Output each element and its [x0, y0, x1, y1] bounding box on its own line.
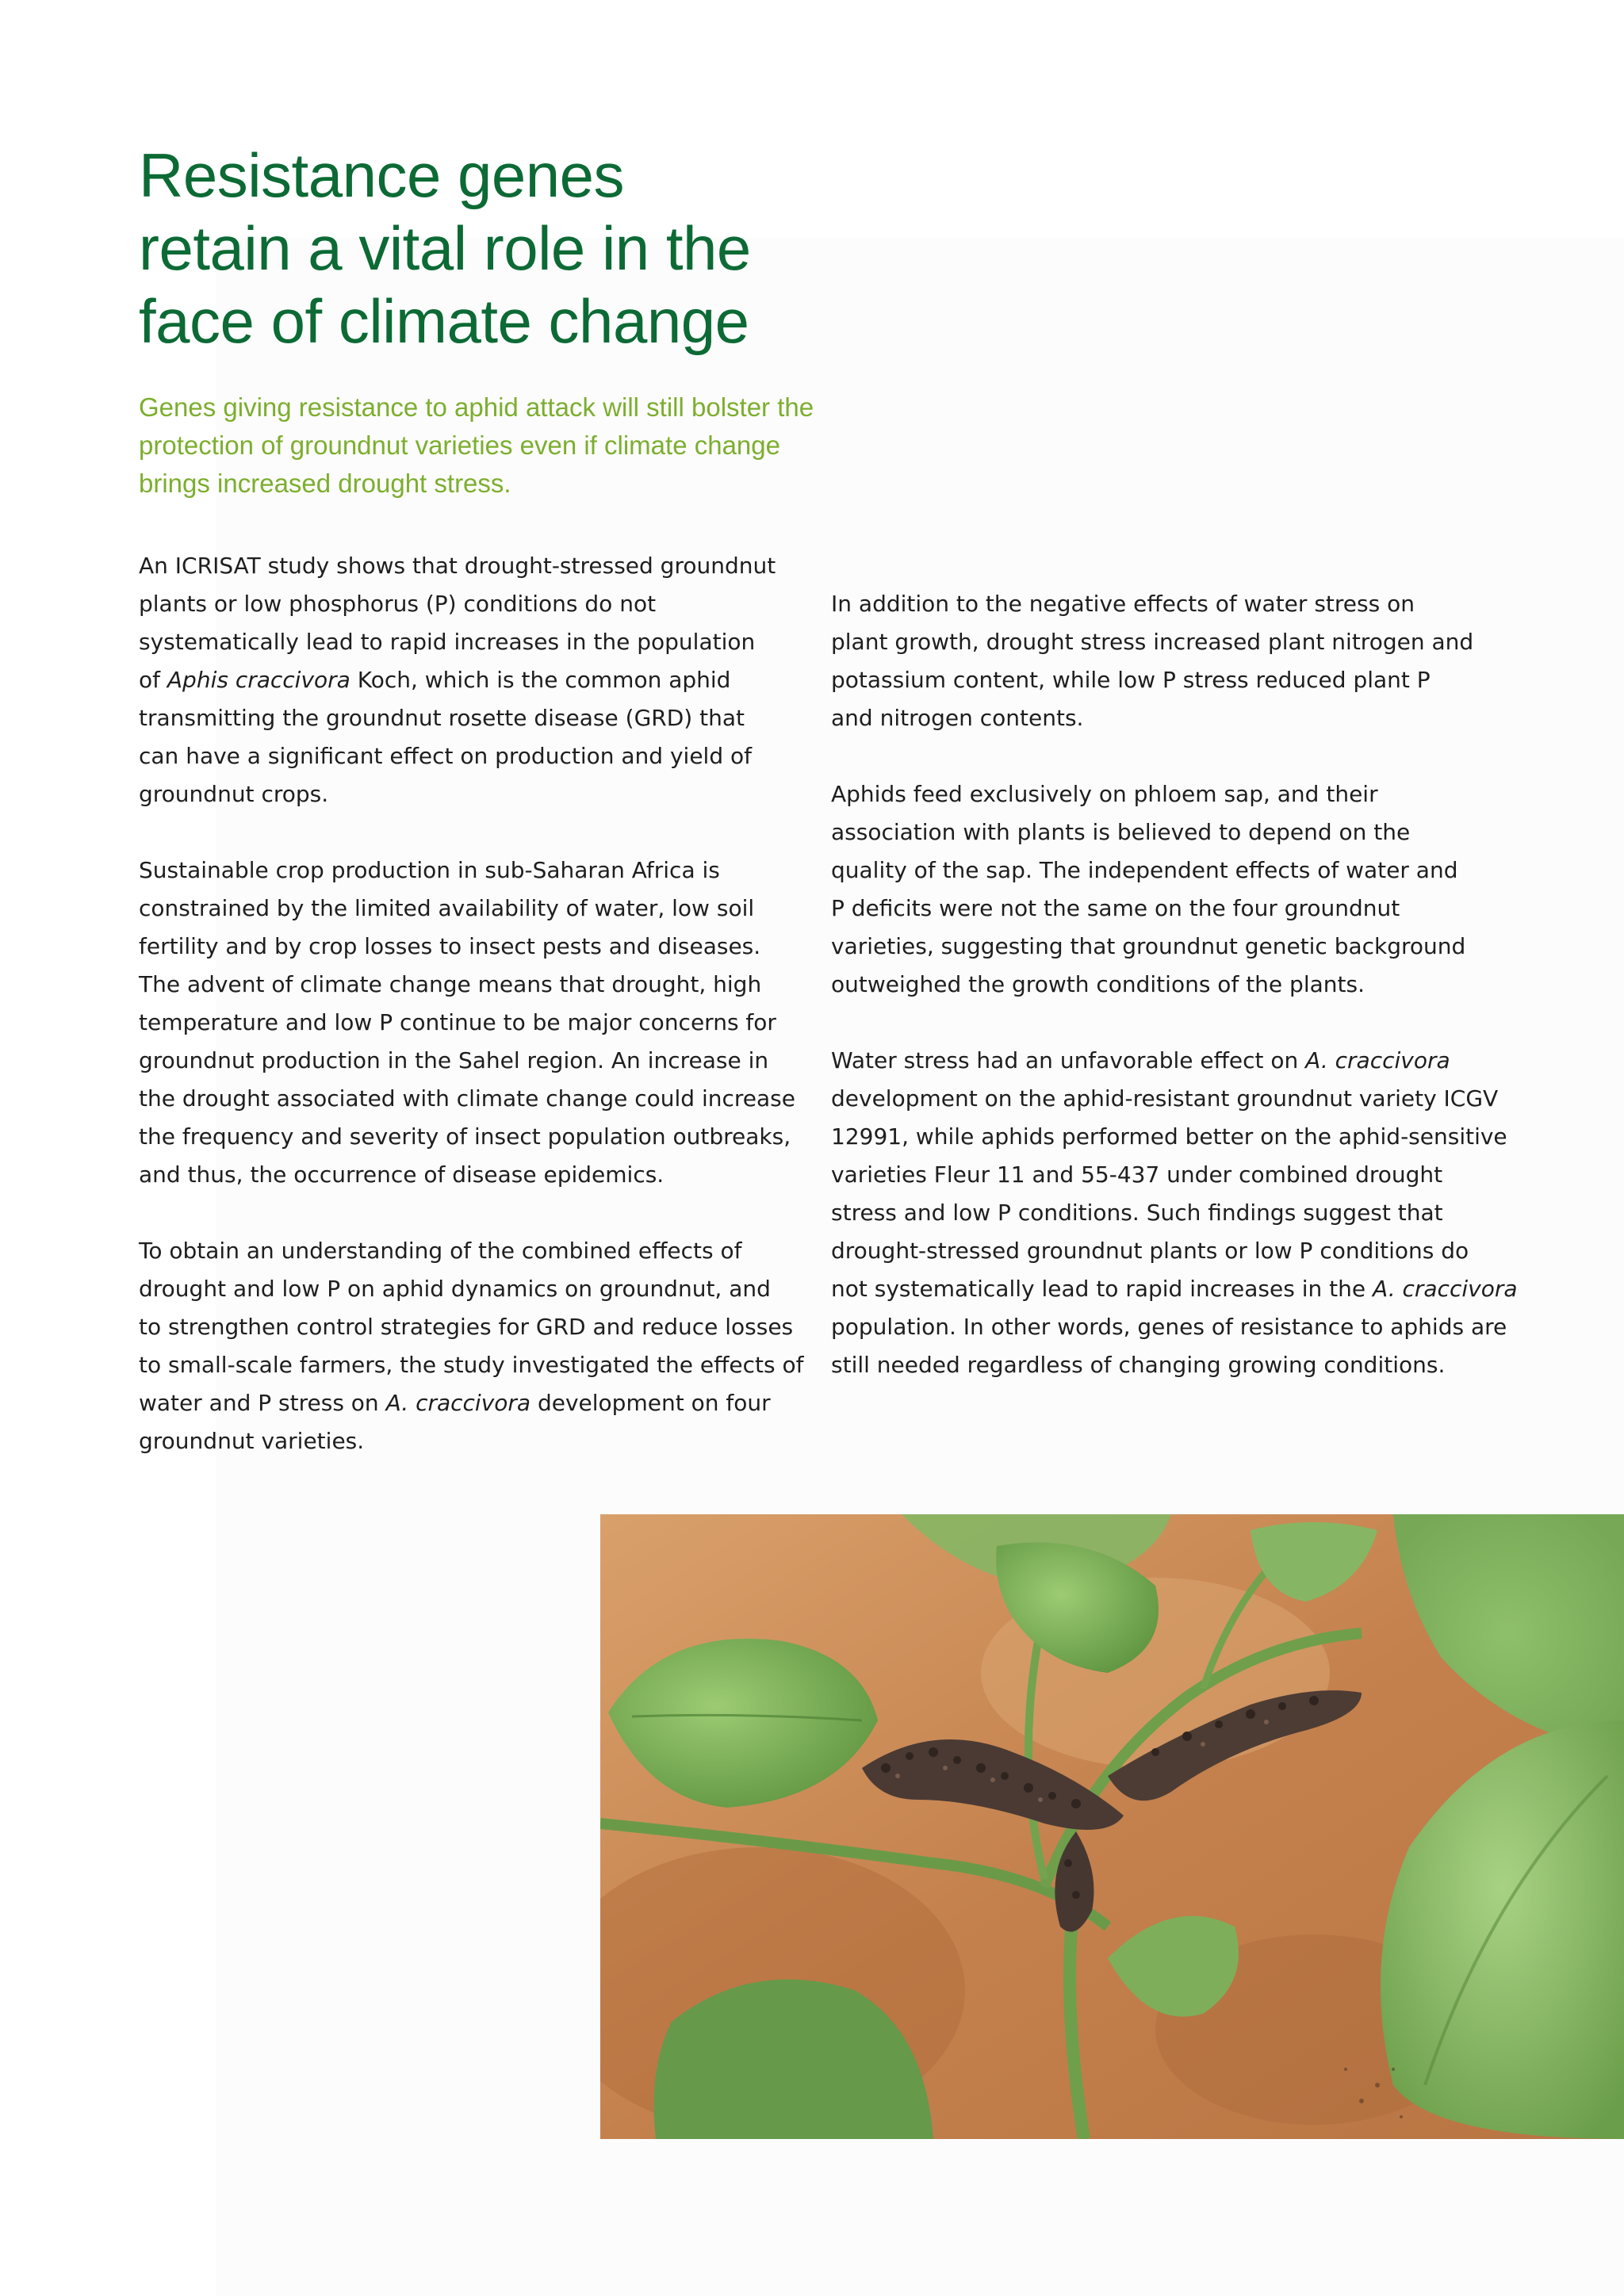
text-line: 12991, while aphids performed better on the aphid-sensitive	[831, 1123, 1507, 1150]
species-name: A. craccivora	[385, 1390, 531, 1416]
subheadline-line: protection of groundnut varieties even if climate change	[139, 430, 780, 460]
subheadline-line: brings increased drought stress.	[139, 469, 511, 498]
text-line	[139, 1384, 805, 1422]
text-line: plants or low phosphorus (P) conditions do not	[139, 591, 657, 617]
species-name: A. craccivora	[1373, 1276, 1518, 1302]
paragraph-study-objective	[139, 1232, 805, 1460]
text-line: plant growth, drought stress increased plant nitrogen and	[831, 629, 1474, 655]
species-name: Aphis craccivora	[167, 667, 350, 693]
text-line	[831, 1042, 1497, 1080]
paragraph-negative-effects	[831, 585, 1497, 737]
groundnut-aphid-photo	[600, 1514, 1624, 2139]
text-line: temperature and low P continue to be major concerns for	[139, 1009, 776, 1035]
text-line: and thus, the occurrence of disease epidemics.	[139, 1161, 665, 1188]
text-line: development on the aphid-resistant groundnut variety ICGV	[831, 1085, 1499, 1112]
text-line: to strengthen control strategies for GRD and reduce losses	[139, 1314, 794, 1340]
right-column	[831, 585, 1518, 1422]
text-line	[139, 661, 805, 699]
text-line: varieties Fleur 11 and 55-437 under combined drought	[831, 1161, 1443, 1188]
left-column	[139, 547, 805, 1498]
text-run: water and P stress on	[139, 1390, 386, 1416]
text-line: the drought associated with climate change could increase	[139, 1085, 795, 1112]
text-line: constrained by the limited availability of water, low soil	[139, 895, 755, 921]
text-line: quality of the sap. The independent effects of water and	[831, 857, 1458, 883]
text-line: fertility and by crop losses to insect pests and diseases.	[139, 933, 761, 959]
text-line: groundnut production in the Sahel region. An increase in	[139, 1047, 769, 1073]
text-line: To obtain an understanding of the combined effects of	[139, 1238, 742, 1264]
text-line: still needed regardless of changing growing conditions.	[831, 1352, 1446, 1378]
paragraph-study-summary	[139, 547, 805, 813]
headline-line: Resistance genes	[139, 140, 625, 210]
paragraph-phloem-sap	[831, 775, 1497, 1004]
text-line: can have a significant effect on production and yield of	[139, 743, 752, 769]
text-line: groundnut varieties.	[139, 1428, 365, 1454]
text-run: Water stress had an unfavorable effect on	[831, 1047, 1306, 1073]
headline-line: face of climate change	[139, 286, 749, 356]
text-line: transmitting the groundnut rosette disease (GRD) that	[139, 705, 745, 731]
text-line: to small-scale farmers, the study investigated the effects of	[139, 1352, 804, 1378]
text-line: systematically lead to rapid increases in the population	[139, 629, 756, 655]
photo-illustration	[600, 1514, 1624, 2139]
text-line: In addition to the negative effects of water stress on	[831, 591, 1415, 617]
text-line	[831, 1270, 1518, 1308]
headline-line: retain a vital role in the	[139, 213, 751, 283]
text-line: stress and low P conditions. Such findings suggest that	[831, 1200, 1443, 1226]
text-line: The advent of climate change means that drought, high	[139, 971, 762, 997]
text-line: drought-stressed groundnut plants or low P conditions do	[831, 1238, 1469, 1264]
text-line: population. In other words, genes of resistance to aphids are	[831, 1314, 1507, 1340]
text-line: varieties, suggesting that groundnut genetic background	[831, 933, 1466, 959]
text-line: An ICRISAT study shows that drought-stressed groundnut	[139, 553, 776, 579]
text-line: and nitrogen contents.	[831, 705, 1084, 731]
article-subheadline	[139, 388, 837, 503]
text-line: the frequency and severity of insect population outbreaks,	[139, 1123, 791, 1150]
text-line: P deficits were not the same on the four groundnut	[831, 895, 1400, 921]
text-line: Aphids feed exclusively on phloem sap, and their	[831, 781, 1378, 807]
subheadline-line: Genes giving resistance to aphid attack will still bolster the	[139, 392, 814, 422]
text-line: groundnut crops.	[139, 781, 329, 807]
text-run: Koch, which is the common aphid	[350, 667, 731, 693]
paragraph-sustainable-production	[139, 851, 805, 1194]
text-run: of	[139, 667, 167, 693]
species-name: A. craccivora	[1305, 1047, 1450, 1073]
text-line: potassium content, while low P stress reduced plant P	[831, 667, 1431, 693]
text-line: drought and low P on aphid dynamics on groundnut, and	[139, 1276, 771, 1302]
text-run: development on four	[530, 1390, 771, 1416]
text-line: association with plants is believed to depend on the	[831, 819, 1411, 845]
paragraph-water-stress-findings	[831, 1042, 1518, 1384]
text-line: outweighed the growth conditions of the plants.	[831, 971, 1365, 997]
text-run: not systematically lead to rapid increases in the	[831, 1276, 1373, 1302]
text-line: Sustainable crop production in sub-Saharan Africa is	[139, 857, 720, 883]
article-headline	[139, 139, 852, 358]
